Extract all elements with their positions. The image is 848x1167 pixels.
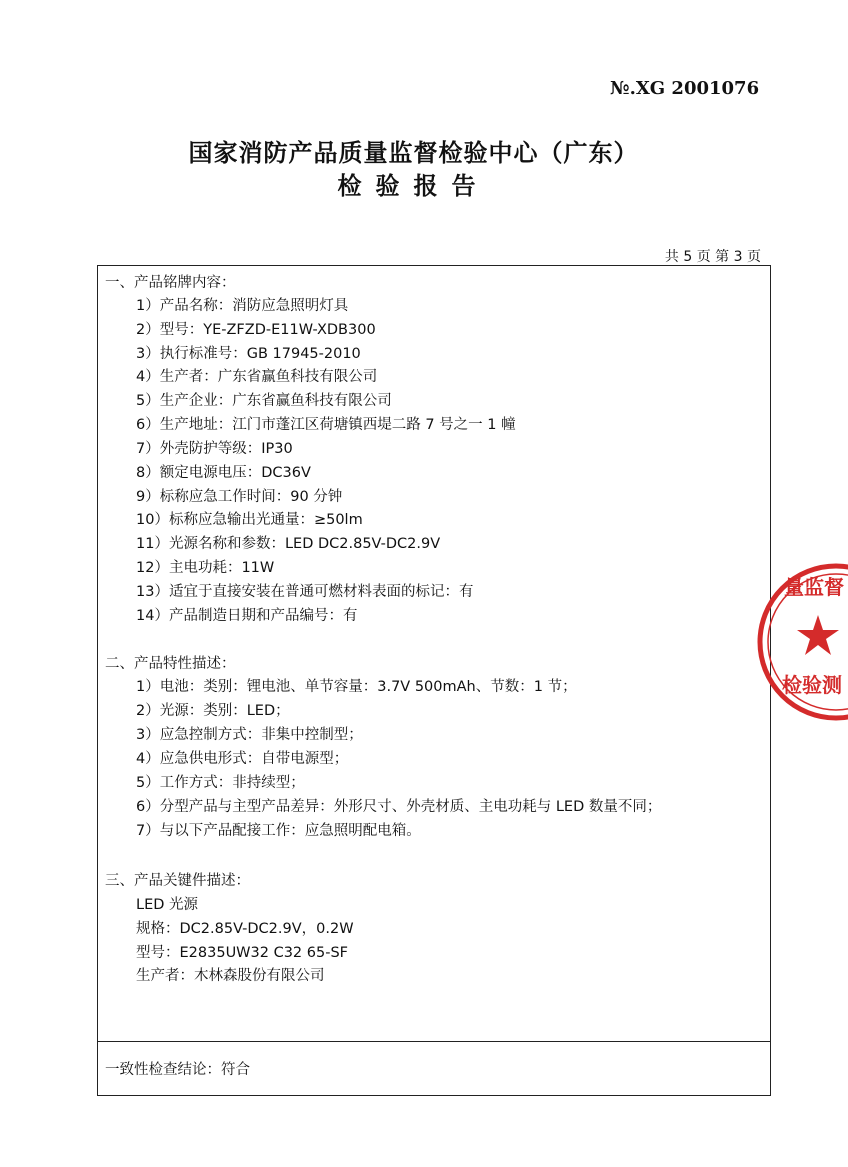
page-indicator: 共 5 页 第 3 页 bbox=[664, 249, 761, 265]
item-number: 4） bbox=[136, 751, 160, 767]
item-text: 光源名称和参数：LED DC2.85V-DC2.9V bbox=[168, 536, 441, 552]
item-number: 1） bbox=[136, 298, 160, 314]
item-number: 1） bbox=[136, 679, 160, 695]
item-number: 11） bbox=[136, 536, 169, 552]
item-text: 额定电源电压：DC36V bbox=[159, 465, 311, 481]
section1-item bbox=[136, 345, 361, 363]
inspection-seal bbox=[778, 560, 848, 735]
item-text: 产品制造日期和产品编号：有 bbox=[168, 608, 358, 624]
report-box bbox=[97, 265, 771, 1096]
section1-item bbox=[136, 368, 377, 386]
section1-item bbox=[136, 488, 342, 506]
seal-inner-ring bbox=[768, 574, 848, 710]
item-text: 生产企业：广东省赢鱼科技有限公司 bbox=[159, 393, 392, 409]
seal-star-icon bbox=[797, 615, 839, 655]
section2-item bbox=[136, 822, 421, 840]
item-text: 生产地址：江门市蓬江区荷塘镇西堤二路 7 号之一 1 幢 bbox=[159, 417, 516, 433]
section2-item bbox=[136, 774, 305, 792]
item-number: 4） bbox=[136, 369, 160, 385]
section2-item bbox=[136, 726, 363, 744]
seal-text-bottom: 检验测 bbox=[782, 673, 842, 697]
item-number: 9） bbox=[136, 489, 160, 505]
section1-item bbox=[136, 583, 473, 601]
section3-heading: 三、产品关键件描述： bbox=[105, 873, 250, 889]
item-text: 分型产品与主型产品差异：外形尺寸、外壳材质、主电功耗与 LED 数量不同； bbox=[159, 799, 662, 815]
item-number: 3） bbox=[136, 727, 160, 743]
document-number: №.XG 2001076 bbox=[610, 78, 760, 99]
item-text: 外壳防护等级：IP30 bbox=[159, 441, 293, 457]
section-divider bbox=[98, 1041, 770, 1042]
item-number: 14） bbox=[136, 608, 169, 624]
item-number: 7） bbox=[136, 441, 160, 457]
section1-item bbox=[136, 511, 363, 529]
report-title: 国家消防产品质量监督检验中心（广东） bbox=[188, 138, 639, 167]
section2-heading: 二、产品特性描述： bbox=[105, 656, 236, 672]
section3-line: 生产者：木林森股份有限公司 bbox=[136, 968, 325, 984]
section1-item bbox=[136, 416, 516, 434]
item-number: 3） bbox=[136, 346, 160, 362]
item-number: 5） bbox=[136, 775, 160, 791]
item-number: 10） bbox=[136, 512, 169, 528]
section1-item bbox=[136, 464, 311, 482]
item-number: 8） bbox=[136, 465, 160, 481]
section1-item bbox=[136, 321, 376, 339]
section1-heading: 一、产品铭牌内容： bbox=[105, 275, 236, 291]
section2-item bbox=[136, 750, 348, 768]
item-number: 6） bbox=[136, 417, 160, 433]
conclusion: 一致性检查结论：符合 bbox=[105, 1062, 250, 1078]
item-number: 7） bbox=[136, 823, 160, 839]
section2-item bbox=[136, 798, 661, 816]
item-number: 6） bbox=[136, 799, 160, 815]
item-number: 13） bbox=[136, 584, 169, 600]
section2-item bbox=[136, 702, 290, 720]
section1-item bbox=[136, 535, 440, 553]
item-text: 应急控制方式：非集中控制型； bbox=[159, 727, 363, 743]
section1-item bbox=[136, 440, 293, 458]
item-text: 应急供电形式：自带电源型； bbox=[159, 751, 349, 767]
section2-item bbox=[136, 678, 577, 696]
item-text: 执行标准号：GB 17945-2010 bbox=[159, 346, 361, 362]
item-number: 2） bbox=[136, 322, 160, 338]
seal-outer-ring bbox=[760, 566, 848, 718]
item-text: 工作方式：非持续型； bbox=[159, 775, 305, 791]
item-number: 5） bbox=[136, 393, 160, 409]
item-text: 生产者：广东省赢鱼科技有限公司 bbox=[159, 369, 378, 385]
section1-item bbox=[136, 297, 348, 315]
section3-line: 规格：DC2.85V-DC2.9V，0.2W bbox=[136, 921, 354, 937]
section1-item bbox=[136, 559, 274, 577]
section1-item bbox=[136, 607, 357, 625]
item-text: 光源：类别：LED； bbox=[159, 703, 290, 719]
section3-line: LED 光源 bbox=[136, 897, 199, 913]
item-number: 2） bbox=[136, 703, 160, 719]
section3-line: 型号：E2835UW32 C32 65-SF bbox=[136, 945, 348, 961]
seal-text-top: 量监督 bbox=[784, 575, 844, 599]
item-text: 与以下产品配接工作：应急照明配电箱。 bbox=[159, 823, 421, 839]
item-text: 适宜于直接安装在普通可燃材料表面的标记：有 bbox=[168, 584, 474, 600]
item-text: 产品名称：消防应急照明灯具 bbox=[159, 298, 349, 314]
item-text: 标称应急输出光通量：≥50lm bbox=[168, 512, 363, 528]
item-text: 标称应急工作时间：90 分钟 bbox=[159, 489, 343, 505]
item-text: 主电功耗：11W bbox=[168, 560, 275, 576]
report-subtitle: 检验报告 bbox=[337, 171, 490, 200]
item-number: 12） bbox=[136, 560, 169, 576]
item-text: 电池：类别：锂电池、单节容量：3.7V 500mAh、节数：1 节； bbox=[159, 679, 577, 695]
item-text: 型号：YE-ZFZD-E11W-XDB300 bbox=[159, 322, 376, 338]
section1-item bbox=[136, 392, 392, 410]
